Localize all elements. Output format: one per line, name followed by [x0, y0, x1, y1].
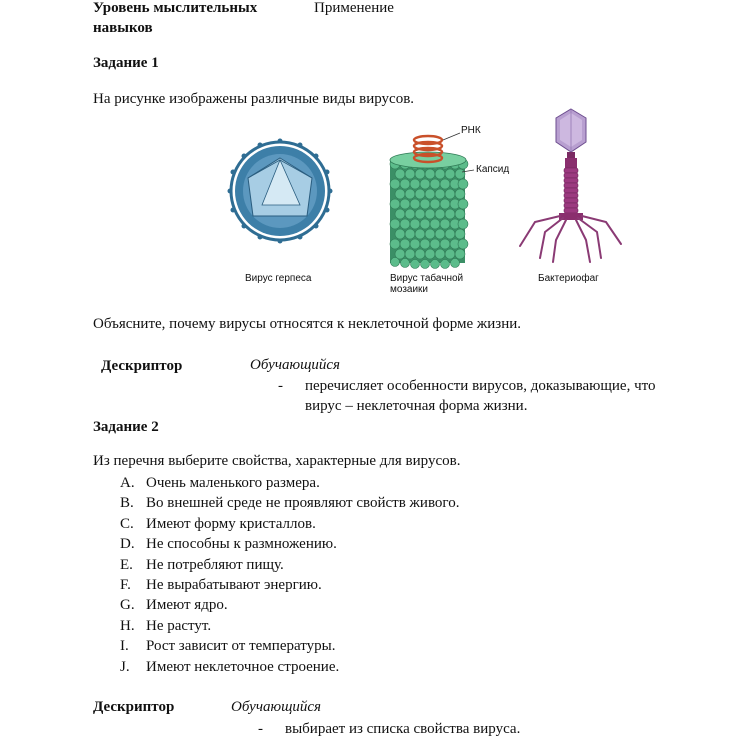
task2-title: Задание 2	[93, 419, 159, 435]
virus-figure	[0, 0, 750, 300]
tobacco-caption-line2: мозаики	[390, 284, 429, 295]
task1-descriptor-dash: -	[278, 378, 283, 394]
rna-label: РНК	[461, 125, 481, 136]
list-item: H. Не растут.	[120, 617, 212, 634]
list-item: A. Очень маленького размера.	[120, 475, 320, 491]
task2-descriptor-label: Дескриптор	[93, 699, 175, 715]
level-value: Применение	[314, 0, 394, 16]
level-label-line1: Уровень мыслительных	[93, 0, 258, 16]
list-item: F. Не вырабатывают энергию.	[120, 577, 322, 594]
task2-options-list	[120, 473, 459, 677]
list-item: D. Не способны к размножению.	[120, 536, 337, 553]
task1-descriptor-label: Дескриптор	[101, 358, 183, 374]
tobacco-caption-line1: Вирус табачной	[390, 273, 464, 284]
task2-descriptor-dash: -	[258, 721, 263, 737]
task1-question: Объясните, почему вирусы относятся к неклеточной форме жизни.	[93, 316, 521, 332]
herpes-caption: Вирус герпеса	[245, 273, 312, 284]
bacteriophage-image	[520, 109, 621, 262]
list-item: C. Имеют форму кристаллов.	[120, 515, 316, 532]
level-label-line2: навыков	[93, 20, 153, 36]
list-item: E. Не потребляют пищу.	[120, 556, 284, 573]
task1-learner: Обучающийся	[250, 357, 341, 373]
list-item: B. Во внешней среде не проявляют свойств живого.	[120, 495, 460, 512]
list-item: J. Имеют неклеточное строение.	[120, 658, 340, 675]
task2-learner: Обучающийся	[231, 699, 322, 715]
task2-descriptor-line1: выбирает из списка свойства вируса.	[285, 721, 521, 737]
phage-caption: Бактериофаг	[538, 273, 599, 284]
task2-intro: Из перечня выберите свойства, характерные для вирусов.	[93, 453, 461, 469]
task1-descriptor-line2: вирус – неклеточная форма жизни.	[305, 398, 528, 414]
list-item: I. Рост зависит от температуры.	[120, 638, 336, 655]
list-item: G. Имеют ядро.	[120, 597, 228, 614]
task1-descriptor-line1: перечисляет особенности вирусов, доказывающие, что	[305, 378, 656, 394]
task1-title: Задание 1	[93, 55, 159, 71]
tobacco-mosaic-virus-image	[390, 133, 474, 269]
herpes-virus-image	[228, 139, 333, 244]
capsid-label: Капсид	[476, 164, 510, 175]
task1-intro: На рисунке изображены различные виды вирусов.	[93, 91, 415, 107]
